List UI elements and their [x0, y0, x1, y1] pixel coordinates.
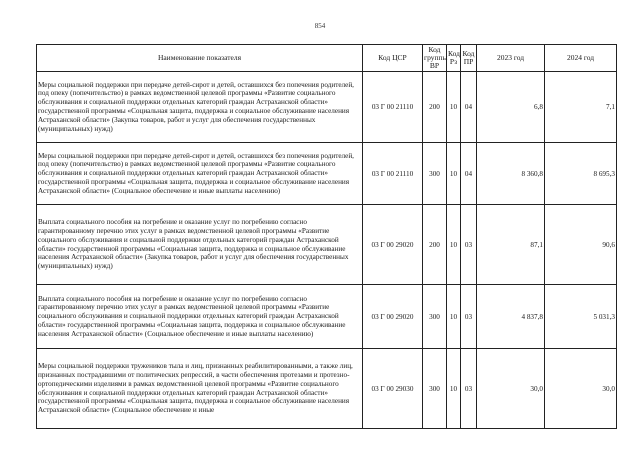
row-csr: 03 Г 00 21110	[363, 72, 423, 143]
row-pr: 04	[461, 72, 477, 143]
page-number: 854	[314, 22, 326, 30]
row-2023: 87,1	[477, 205, 545, 285]
row-vr: 200	[423, 72, 447, 143]
table-row	[37, 349, 617, 429]
row-rz: 10	[447, 205, 461, 285]
row-rz: 10	[447, 349, 461, 429]
row-pr: 03	[461, 205, 477, 285]
row-name: Меры социальной поддержки при передаче детей-сирот и детей, оставшихся без попечения родителей, под опеку (попечительство) в рамках ведомственной целевой программы «Развитие социального обслуживания и социальной поддержки отдельных категорий граждан Астраханской области» государственной программы «Социальная защита, поддержка и социальное обслуживание населения Астраханской области» (Закупка товаров, работ и услуг для обеспечения государственных (муниципальных) нужд)	[37, 72, 363, 143]
row-csr: 03 Г 00 29020	[363, 205, 423, 285]
row-rz: 10	[447, 72, 461, 143]
row-name: Выплата социального пособия на погребение и оказание услуг по погребению согласно гарантированному перечню этих услуг в рамках ведомственной целевой программы «Развитие социального обслуживания и социальной поддержки отдельных категорий граждан Астраханской области» государственной программы «Социальная защита, поддержка и социальное обслуживание населения Астраханской области» (Закупка товаров, работ и услуг для обеспечения государственных (муниципальных) нужд)	[37, 205, 363, 285]
row-2023: 6,8	[477, 72, 545, 143]
header-2024: 2024 год	[545, 45, 617, 72]
budget-table	[36, 44, 617, 429]
header-2023: 2023 год	[477, 45, 545, 72]
row-2023: 30,0	[477, 349, 545, 429]
header-pr: Код ПР	[461, 45, 477, 72]
row-name: Меры социальной поддержки при передаче детей-сирот и детей, оставшихся без попечения родителей, под опеку (попечительство) в рамках ведомственной целевой программы «Развитие социального обслуживания и социальной поддержки отдельных категорий граждан Астраханской области» государственной программы «Социальная защита, поддержка и социальное обслуживание населения Астраханской области» (Социальное обеспечение и иные выплаты населению)	[37, 143, 363, 205]
row-2024: 90,6	[545, 205, 617, 285]
table-row	[37, 72, 617, 143]
row-rz: 10	[447, 285, 461, 349]
row-csr: 03 Г 00 21110	[363, 143, 423, 205]
row-name: Меры социальной поддержки тружеников тыла и лиц, признанных реабилитированными, а также лиц, признанных пострадавшими от политических репрессий, в части обеспечения протезами и протезно-ортопедическими изделиями в рамках ведомственной целевой программы «Развитие социального обслуживания и социальной поддержки отдельных категорий граждан Астраханской области» государственной программы «Социальная защита, поддержка и социальное обслуживание населения Астраханской области» (Социальное обеспечение и иные	[37, 349, 363, 429]
row-rz: 10	[447, 143, 461, 205]
row-vr: 200	[423, 205, 447, 285]
row-2024: 7,1	[545, 72, 617, 143]
row-2024: 30,0	[545, 349, 617, 429]
row-2024: 5 031,3	[545, 285, 617, 349]
table-row	[37, 285, 617, 349]
row-2023: 4 837,8	[477, 285, 545, 349]
row-csr: 03 Г 00 29020	[363, 285, 423, 349]
row-pr: 03	[461, 285, 477, 349]
row-pr: 04	[461, 143, 477, 205]
header-name: Наименование показателя	[37, 45, 363, 72]
header-vr: Код группы ВР	[424, 45, 448, 70]
table-row	[37, 205, 617, 285]
row-name: Выплата социального пособия на погребение и оказание услуг по погребению согласно гарантированному перечню этих услуг в рамках ведомственной целевой программы «Развитие социального обслуживания и социальной поддержки отдельных категорий граждан Астраханской области» государственной программы «Социальная защита, поддержка и социальное обслуживание населения Астраханской области» (Социальное обеспечение и иные выплаты населению)	[37, 285, 363, 349]
row-vr: 300	[423, 349, 447, 429]
row-vr: 300	[423, 143, 447, 205]
header-csr: Код ЦСР	[363, 45, 423, 72]
row-pr: 03	[461, 349, 477, 429]
row-csr: 03 Г 00 29030	[363, 349, 423, 429]
table-header-row	[37, 45, 617, 72]
row-vr: 300	[423, 285, 447, 349]
row-2024: 8 695,3	[545, 143, 617, 205]
table-row	[37, 143, 617, 205]
header-rz: Код Рз	[447, 45, 461, 72]
row-2023: 8 360,8	[477, 143, 545, 205]
